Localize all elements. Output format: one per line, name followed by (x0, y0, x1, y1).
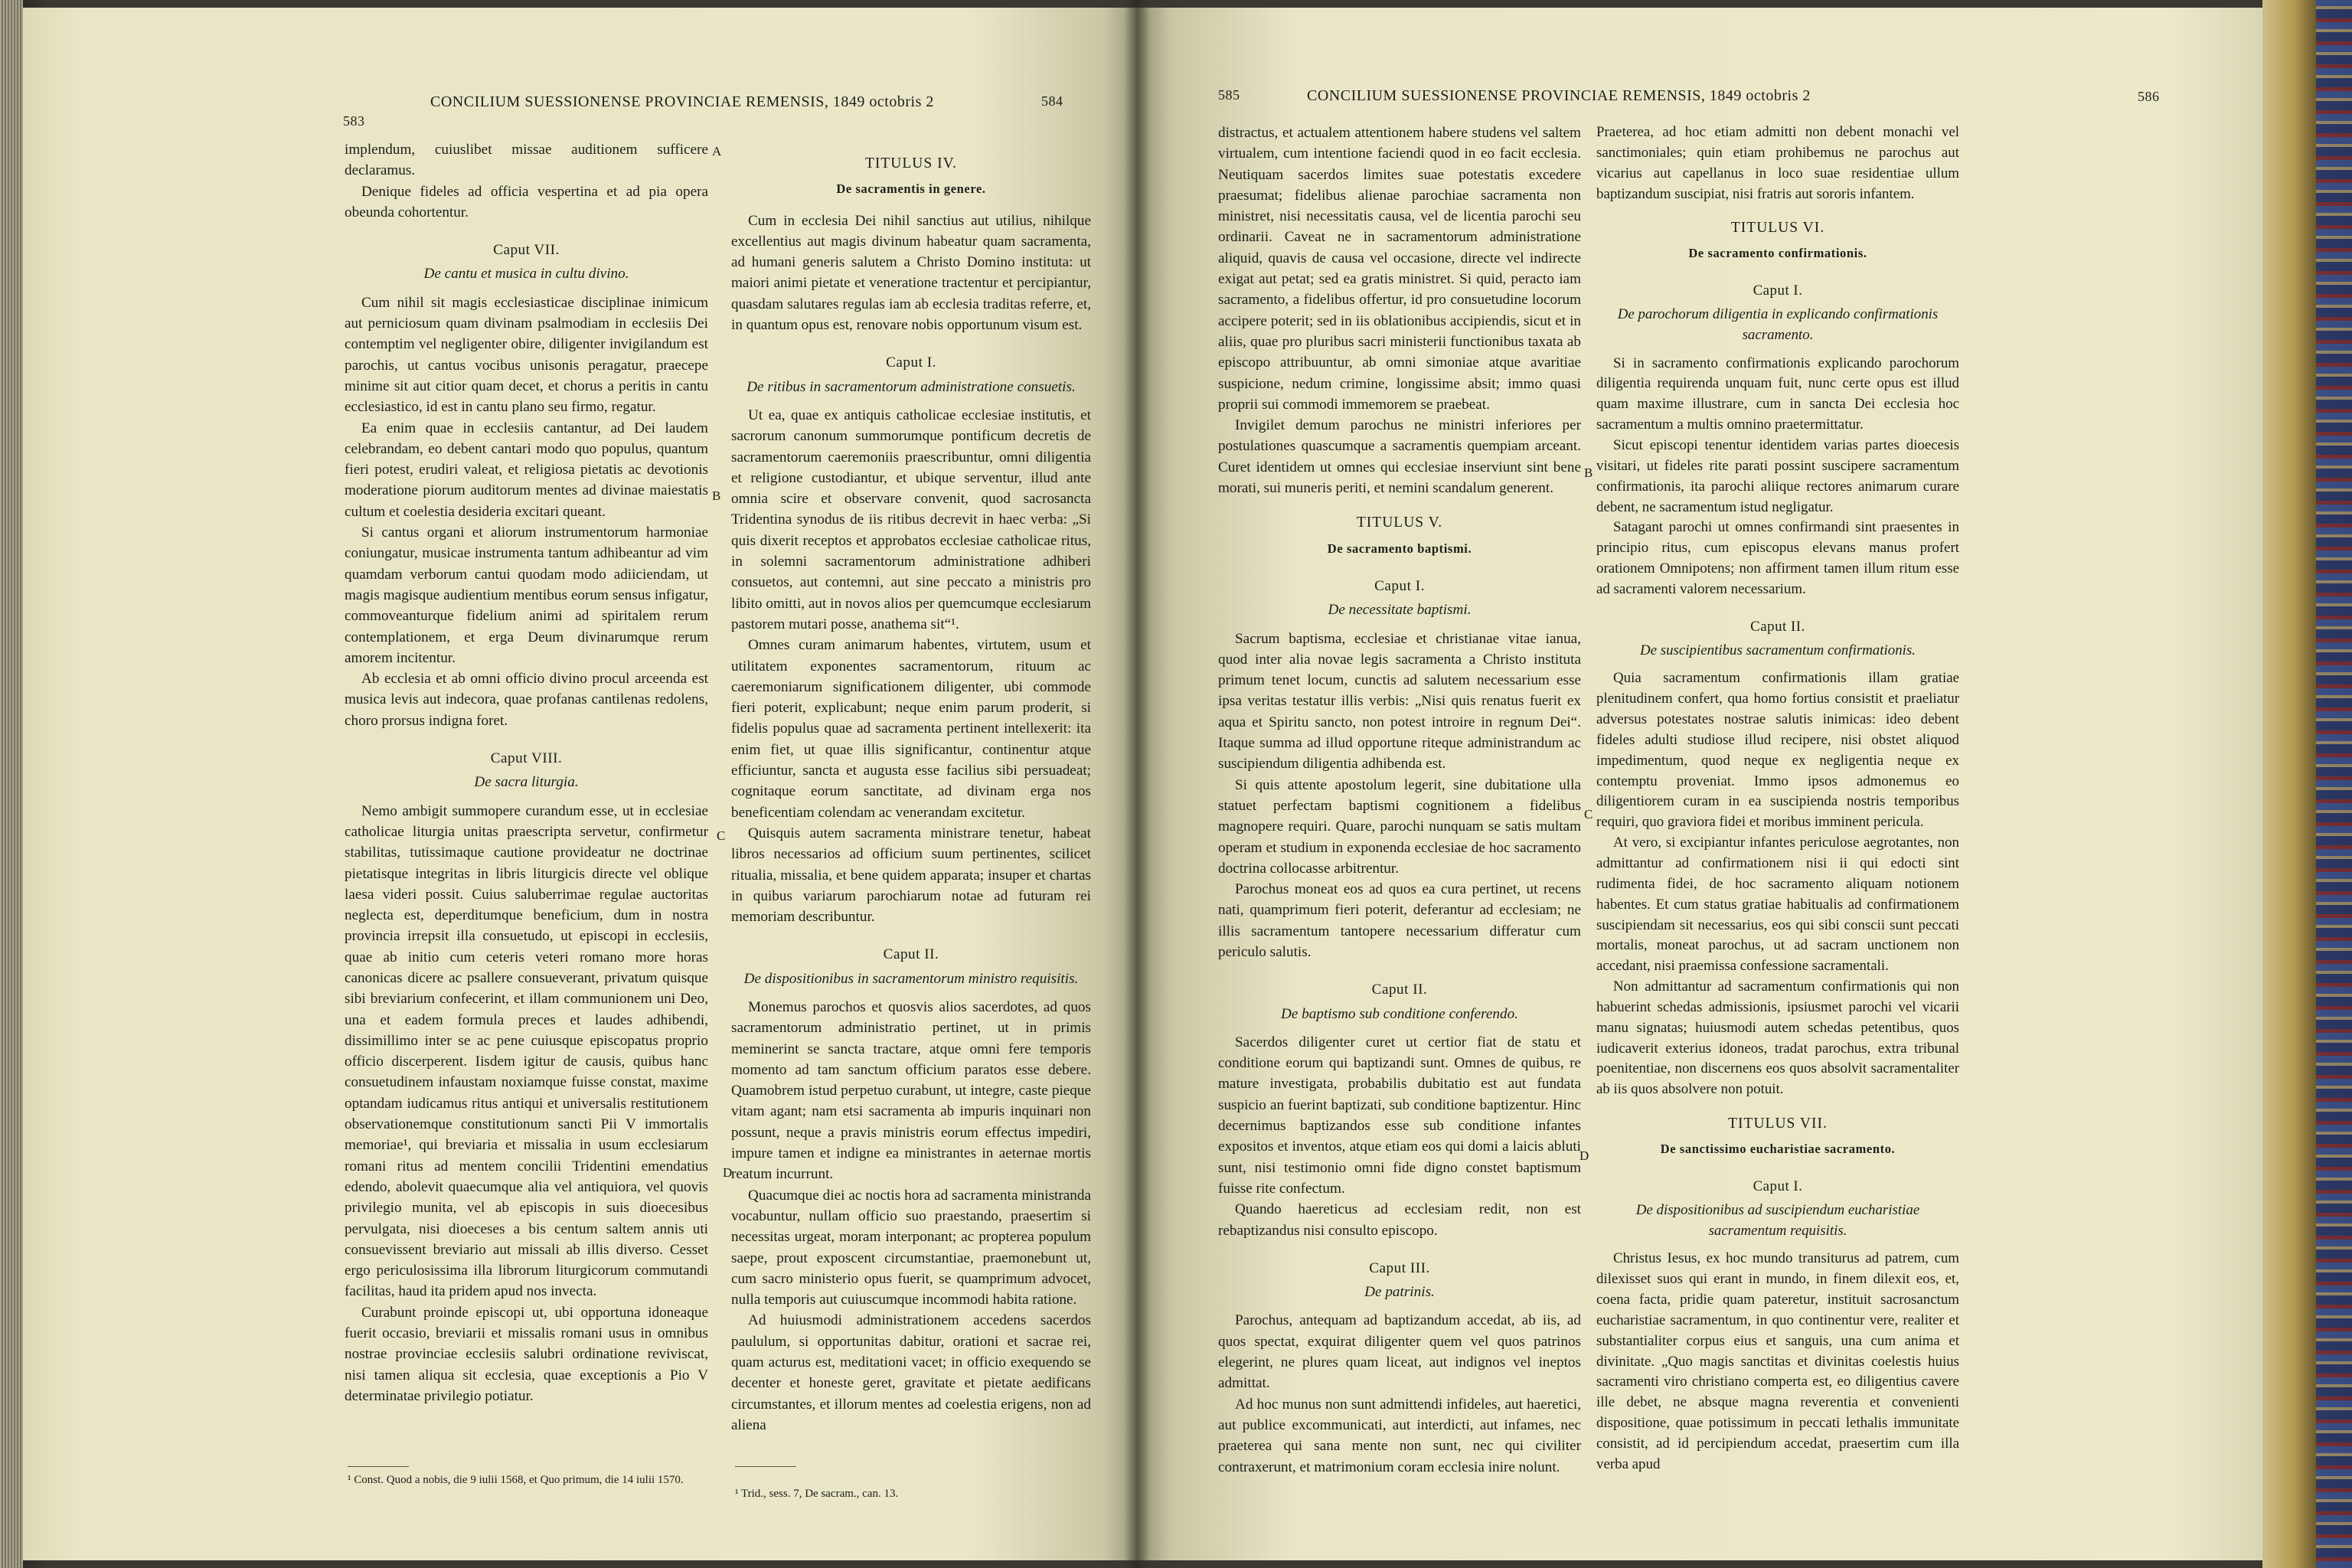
paragraph: Si cantus organi et aliorum instrumentorum harmoniae coniungatur, musicae instrumenta tantum adhibeantur ad vim quamdam verborum cantui quodam modo adiiciendam, ut magis magisque audientium mentibus eorum sensus infigatur, commoveanturque fidelium animi ad spiritalem rerum contemplationem, et erga Deum divinarumque rerum amorem incitentur. (345, 524, 708, 666)
paragraph: Ad hoc munus non sunt admittendi infideles, aut haeretici, aut publice excommunicati, aut interdicti, aut infames, nec praeterea qui sana mente non sunt, nec qui civiliter contraxerunt, et matrimonium coram ecclesia inire nolunt. (1218, 1396, 1581, 1475)
title-heading: TITULUS IV. (864, 155, 958, 172)
paragraph: Parochus moneat eos ad quos ea cura pertinet, ut recens nati, quamprimum fieri poterit, deferantur ad ecclesiam; ne illis sacramentum tantopere necessarium differatur cum periculo salutis. (1218, 881, 1581, 960)
chapter-heading: Caput I. (1374, 577, 1425, 594)
chapter-heading: Caput I. (886, 354, 936, 371)
chapter-heading: Caput I. (1753, 1178, 1803, 1194)
title-subheading: De sacramento confirmationis. (1688, 246, 1867, 261)
right-page (1137, 8, 2262, 1560)
paragraph: Si in sacramento confirmationis explicando parochorum diligentia requirenda unquam fuit, nunc certe opus est illud quam maxime illustrare, cum in sancta Dei ecclesia hoc sacramentum a multis omnino praetermittatur. (1596, 354, 1959, 433)
paragraph: distractus, et actualem attentionem habere studens vel saltem virtualem, cum intentione faciendi quod in eo facit ecclesia. Neutiquam sacerdos limites suae potestatis excedere praesumat; fidelibus alienae parochiae sacramenta non ministret, nisi necessitatis causa, vel de licentia parochi seu ordinarii. Caveat ne in sacramentorum administratione aliquid, quavis de causa vel occasione, directe vel indirecte exigat aut petat; sed ea gratis ministret. Si quid, peracto iam sacramento, a fidelibus offertur, id pro consuetudine locorum accipere poterit; sed in iis oblationibus accipiendis, sicut et in aliis, quae pro pluribus sacri ministerii functionibus taxata ab episcopo attribuuntur, ab omni simoniae atque avaritiae suspicione, nedum crimine, longissime absit; immo quasi proprii sui commodi immemorem se praebeat. (1218, 125, 1581, 413)
page-number-583: 583 (343, 113, 365, 129)
margin-marker-d: D (723, 1165, 733, 1180)
paragraph: Monemus parochos et quosvis alios sacerdotes, ad quos sacramentorum administratio pertinet, ut in primis meminerint se sancta tractare, atque omni fere temporis momento ad tam sanctum officium paratos esse debere. Quamobrem istud perpetuo curabunt, ut integre, caste pieque vitam agant; nam etsi sacramenta ab impuris inquinari non possunt, neque a pravis ministris eorum effectus impediri, impure tamen et indigne ea ministrantes in aeternae mortis reatum incurrunt. (731, 998, 1091, 1183)
paragraph: Quacumque diei ac noctis hora ad sacramenta ministranda vocabuntur, nullam officio suo praestando, praesertim si necessitas urgeat, moram interponant; ac propterea populum saepe, prout exposcent circumstantiae, praemonebunt ut, cum sacro ministerio opus fuerit, se quamprimum advocet, nulla temporis aut cuiuscumque incommodi habita ratione. (731, 1187, 1091, 1308)
footnote-left-col: ¹ Const. Quod a nobis, die 9 iulii 1568, et Quo primum, die 14 iulii 1570. (348, 1474, 684, 1486)
margin-marker-d: D (1579, 1148, 1589, 1163)
footnote-right-col: ¹ Trid., sess. 7, De sacram., can. 13. (735, 1488, 899, 1500)
chapter-heading: Caput II. (1371, 982, 1428, 998)
paragraph: Non admittantur ad sacramentum confirmationis qui non habuerint schedas admissionis, ipsiusmet parochi vel vicarii manu signatas; huiusmodi autem schedas petentibus, quos iudicaverit exterius idoneos, tradat parochus, extra tribunal poenitentiae, non discernens eos quos absolvit sacramentaliter ab iis quos absolvere non potuit. (1596, 978, 1959, 1098)
paragraph: Quando haereticus ad ecclesiam redit, non est rebaptizandus nisi consulto episcopo. (1218, 1201, 1581, 1239)
page-block-edge (0, 0, 23, 1568)
paragraph: Quisquis autem sacramenta ministrare tenetur, habeat libros necessarios ad officium suum pertinentes, scilicet ritualia, missalia, et bene quidem apparata; insuper et chartas in quibus variarum parochiarum notae ad futuram rei memoriam describuntur. (731, 825, 1091, 926)
margin-marker-b: B (1584, 466, 1593, 480)
title-subheading: De sacramentis in genere. (836, 181, 986, 197)
left-page-column-2 (731, 139, 1091, 1436)
title-heading: TITULUS VI. (1730, 220, 1825, 237)
chapter-subtitle: De baptismo sub conditione conferendo. (1281, 1005, 1518, 1022)
left-page-column-1 (345, 139, 708, 1406)
paragraph: Ea enim quae in ecclesiis cantantur, ad Dei laudem celebrandam, eo debent cantari modo quo populus, quantum fieri potest, erudiri valeat, et religiosa pietatis ac devotionis moderatione piorum auditorum mentes ad divinae maiestatis cultum et coelestia desideria excitari queant. (345, 420, 708, 520)
paragraph: Ut ea, quae ex antiquis catholicae ecclesiae institutis, et sacrorum canonum summorumque pontificum decretis de sacramentorum caeremoniis praescribuntur, omni diligentia et religione custodiantur, et ubique serventur, illud ante omnia scire et observare convenit, quod sacrosancta Tridentina synodus de iis ritibus decrevit in haec verba: „Si quis dixerit receptos et approbatos ecclesiae catholicae ritus, in solemni sacramentorum administratione adhiberi consuetos, aut contemni, aut sine peccato a ministris pro libito omitti, aut in novos alios per quemcumque ecclesiarum pastorem mutari posse, anathema sit“¹. (731, 407, 1091, 632)
margin-marker-c: C (1584, 807, 1593, 822)
chapter-subtitle: De suscipientibus sacramentum confirmationis. (1640, 642, 1916, 658)
chapter-heading: Caput II. (883, 946, 939, 963)
title-heading: TITULUS V. (1356, 514, 1443, 531)
margin-marker-c: C (717, 828, 726, 843)
margin-marker-a: A (712, 144, 722, 158)
chapter-subtitle: De patrinis. (1364, 1284, 1435, 1301)
paragraph: At vero, si excipiantur infantes periculose aegrotantes, non admittantur ad confirmationem nisi ii qui edocti sint rudimenta fidei, de hoc sacramento aliquam notionem habentes. Et cum status gratiae habitualis ad confirmationem suscipiendam sit necessarius, eos qui sibi conscii sunt peccati mortalis, moneat parochus, ut ad sacram unctionem non accedant, nisi praemissa confessione sacramentali. (1596, 835, 1959, 975)
paragraph: implendum, cuiuslibet missae auditionem sufficere declaramus. (345, 142, 708, 179)
page-number-585: 585 (1218, 87, 1240, 103)
page-number-586: 586 (2138, 89, 2160, 104)
chapter-subtitle: De necessitate baptismi. (1328, 602, 1472, 619)
paragraph: Nemo ambigit summopere curandum esse, ut in ecclesiae catholicae liturgia unitas praescripta servetur, confirmetur stabilitas, tutissimaque cautione provideatur ne doctrinae pietatisque integritas in libris liturgicis directe vel oblique laesa videri possit. Cuius saluberrimae regulae auctoritas neglecta est, deperditumque beneficium, dum in nostra provincia irrepsit illa consuetudo, ut episcopi in ecclesiis, quae ab initio cum ceteris veteri romano more horas canonicas dicere ac psallere consueverant, privatum quisque sibi breviarium confecerint, et illam communionem uni Deo, una et eadem formula preces et laudes adhibendi, dissimillimo inter se ac pene cuiusque episcopatus proprio officio discerperent. Iisdem igitur de causis, quibus hanc consuetudinem infaustam noxiamque fuisse constat, maxime optandam iudicamus ritus antiqui et universalis restitutionem observationemque constitutionum sancti Pii V immortalis memoriae¹, qui breviaria et missalia in usum ecclesiarum romani ritus ad mentem concilii Tridentini emendatius edendo, abolevit quaecumque alia vel antiquiora, vel quovis privilegio munita, vel ab episcopis in suis dioecesibus pervulgata, nisi dioeceses a bis centum saltem annis uti consuevissent breviario aut missali ab illis diverso. Cesset ergo periculosissima illa librorum liturgicorum commutandi facilitas, haud ita pridem apud nos invecta. (345, 802, 708, 1300)
paragraph: Ab ecclesia et ab omni officio divino procul arceenda est musica levis aut indecora, quae profanas cantilenas redolens, choro prorsus indigna foret. (345, 671, 708, 729)
paragraph: Invigilet demum parochus ne ministri inferiores per postulationes quascumque a sacramentis quempiam arceant. Curet identidem ut omnes qui ecclesiae inserviunt sint bene morati, sui muneris periti, et nemini scandalum generent. (1218, 417, 1581, 497)
page-number-584: 584 (1041, 93, 1063, 109)
footnote-rule (735, 1466, 796, 1467)
chapter-heading: Caput VIII. (490, 750, 563, 767)
paragraph: Christus Iesus, ex hoc mundo transiturus ad patrem, cum dilexisset suos qui erant in mundo, in finem dilexit eos, et, coena facta, pridie quam pateretur, instituit sacrosanctum eucharistiae sacramentum, in quo continentur vere, realiter et substantialiter corpus eius et sanguis, una cum anima et divinitate. „Quo magis sanctitas et divinitas coelestis huius sacramenti viro christiano comperta est, eo diligentius cavere ille debet, ne absque magna reverentia et convenienti dispositione, quae potissimum in peccati lethalis immunitate consistit, ad id percipiendum accedat, praesertim cum illa verba apud (1596, 1250, 1959, 1472)
paragraph: Cum nihil sit magis ecclesiasticae disciplinae inimicum aut perniciosum quam divinam psalmodiam in ecclesiis Dei contemptim vel negligenter obire, diligenter invigilandum est parochis, ut cantus vocibus unisonis peragatur, praecepe minime sit aut citior quam decet, et chorus a peritis in cantu ecclesiastico, id est in cantu plano seu firmo, regatur. (345, 294, 708, 416)
title-heading: TITULUS VII. (1728, 1116, 1828, 1132)
chapter-subtitle: De cantu et musica in cultu divino. (423, 266, 629, 283)
paragraph: Sacrum baptisma, ecclesiae et christianae vitae ianua, quod inter alia novae legis sacramenta a Christo instituta primum tenet locum, cunctis ad salutem necessarium esse ipsa veritas testatur illis verbis: „Nisi quis renatus fuerit ex aqua et Spiritu sancto, non potest introire in regnum Dei“. Itaque summa ad illud opportune riteque administrandum ac suscipiendum diligentia adhibenda est. (1218, 630, 1581, 773)
book-gutter-shadow (1124, 0, 1150, 1568)
title-subheading: De sanctissimo eucharistiae sacramento. (1660, 1141, 1896, 1156)
running-title: CONCILIUM SUESSIONENSE PROVINCIAE REMENSIS, 1849 octobris 2 (1307, 87, 1811, 104)
margin-marker-b: B (712, 488, 721, 503)
paragraph: Cum in ecclesia Dei nihil sanctius aut utilius, nihilque excellentius aut magis divinum habeatur quam sacramenta, ad humani generis salutem a Christo Domino instituta: ut maiori animi pietate et veneratione tractentur et percipiantur, quasdam salutares regulas iam ab ecclesia traditas referre, et, in quantum opus est, renovare nobis opportunum visum est. (731, 212, 1091, 334)
chapter-heading: Caput I. (1753, 283, 1803, 299)
paragraph: Sicut episcopi tenentur identidem varias partes dioecesis visitari, ut fideles rite parati possint suscipere sacramentum confirmationis, ita parochi aliique rectores animarum curare debent, ne sacramentum istud negligatur. (1596, 436, 1959, 515)
chapter-heading: Caput VII. (493, 242, 560, 259)
chapter-heading: Caput III. (1369, 1259, 1430, 1276)
chapter-subtitle: De parochorum diligentia in explicando confirmationis sacramento. (1617, 305, 1939, 343)
paragraph: Ad huiusmodi administrationem accedens sacerdos paululum, si opportunitas dabitur, orationi et sacrae rei, quam acturus est, meditationi vacet; in officio exequendo se decenter et honeste geret, gravitate et pietate aedificans circumstantes, et illorum mentes ad coelestia erigens, non ad aliena (731, 1312, 1091, 1433)
chapter-subtitle: De dispositionibus ad suscipiendum eucharistiae sacramentum requisitis. (1635, 1201, 1920, 1239)
paragraph: Denique fideles ad officia vespertina et ad pia opera obeunda cohortentur. (345, 183, 708, 220)
chapter-subtitle: De sacra liturgia. (474, 774, 579, 791)
title-subheading: De sacramento baptismi. (1327, 541, 1472, 556)
left-page (23, 8, 1137, 1560)
paragraph: Parochus, antequam ad baptizandum accedat, ab iis, ad quos spectat, exquirat diligenter quem vel quos patrinos elegerint, ne plures quam liceat, aut indignos vel ineptos admittat. (1218, 1312, 1581, 1392)
paragraph: Curabunt proinde episcopi ut, ubi opportuna idoneaque fuerit occasio, breviarii et missalis romani usus in omnibus nostrae provinciae ecclesiis salubri ordinatione reviviscat, nisi tamen aliqua sit ecclesia, quae exceptionis a Pio V determinatae privilegio potiatur. (345, 1304, 708, 1404)
chapter-subtitle: De dispositionibus in sacramentorum ministro requisitis. (743, 970, 1079, 987)
paragraph: Praeterea, ad hoc etiam admitti non debent monachi vel sanctimoniales; quin etiam prohibemus ne parochus aut vicarius aut capellanus in loco suae residentiae ullum baptizandum suscipiat, nisi fratris aut sororis infantem. (1596, 124, 1959, 202)
paragraph: Omnes curam animarum habentes, virtutem, usum et utilitatem exponentes sacramentorum, rituum ac caeremoniarum significationem diligenter, ubi commode fieri poterit, explicabunt; neque enim parum proderit, si fidelis populus quae ad sacramenta pertinent intellexerit: ita enim fiet, ut quae illis significantur, continentur atque efficiuntur, sancta et augusta esse facilius sibi persuadeat; cognitaque eorum sanctitate, ad divinam erga nos beneficentiam colendam ac venerandam excitetur. (731, 637, 1091, 821)
paragraph: Satagant parochi ut omnes confirmandi sint praesentes in principio ritus, cum episcopus elevans manus profert orationem Omnipotens; non affirment tamen illum ritum esse ad sacramenti valorem necessarium. (1596, 519, 1959, 597)
marbled-edge (2316, 0, 2352, 1568)
paragraph: Sacerdos diligenter curet ut certior fiat de statu et conditione eorum qui baptizandi sunt. Omnes de quibus, re mature investigata, probabilis dubitatio est aut fundata suspicio an fuerint baptizati, sub conditione baptizentur. Hinc decernimus baptizandos esse sub conditione infantes expositos et inventos, atque etiam eos qui domi a laicis abluti sunt, nisi testimonio omni fide digno constet baptismum fuisse rite confectum. (1218, 1034, 1581, 1197)
chapter-heading: Caput II. (1750, 618, 1805, 635)
right-page-column-1 (1218, 122, 1581, 1478)
running-title: CONCILIUM SUESSIONENSE PROVINCIAE REMENSIS, 1849 octobris 2 (430, 93, 934, 110)
book-fore-edge (2262, 0, 2352, 1568)
paragraph: Si quis attente apostolum legerit, sine dubitatione ulla statuet perfectam baptismi cognitionem a fidelibus magnopere requiri. Quare, parochi nunquam se satis multam operam et studium in exponenda ecclesiae de hoc sacramento doctrina collocasse arbitrentur. (1218, 776, 1581, 877)
footnote-rule (348, 1466, 409, 1467)
right-page-column-2 (1596, 122, 1959, 1475)
paragraph: Quia sacramentum confirmationis illam gratiae plenitudinem confert, qua homo fortius consistit et praeliatur adversus potestates nostrae salutis inimicas: ideo debent fideles adulti studiose illud recipere, nisi obstet aliquod impedimentum, quod neque ex negligentia neque ex contemptu proveniat. Immo ipsos admonemus eo diligentiorem curam in ea suscipienda nostris temporibus requiri, quo graviora fidei et moribus imminent pericula. (1596, 670, 1959, 831)
chapter-subtitle: De ritibus in sacramentorum administratione consuetis. (746, 378, 1076, 395)
